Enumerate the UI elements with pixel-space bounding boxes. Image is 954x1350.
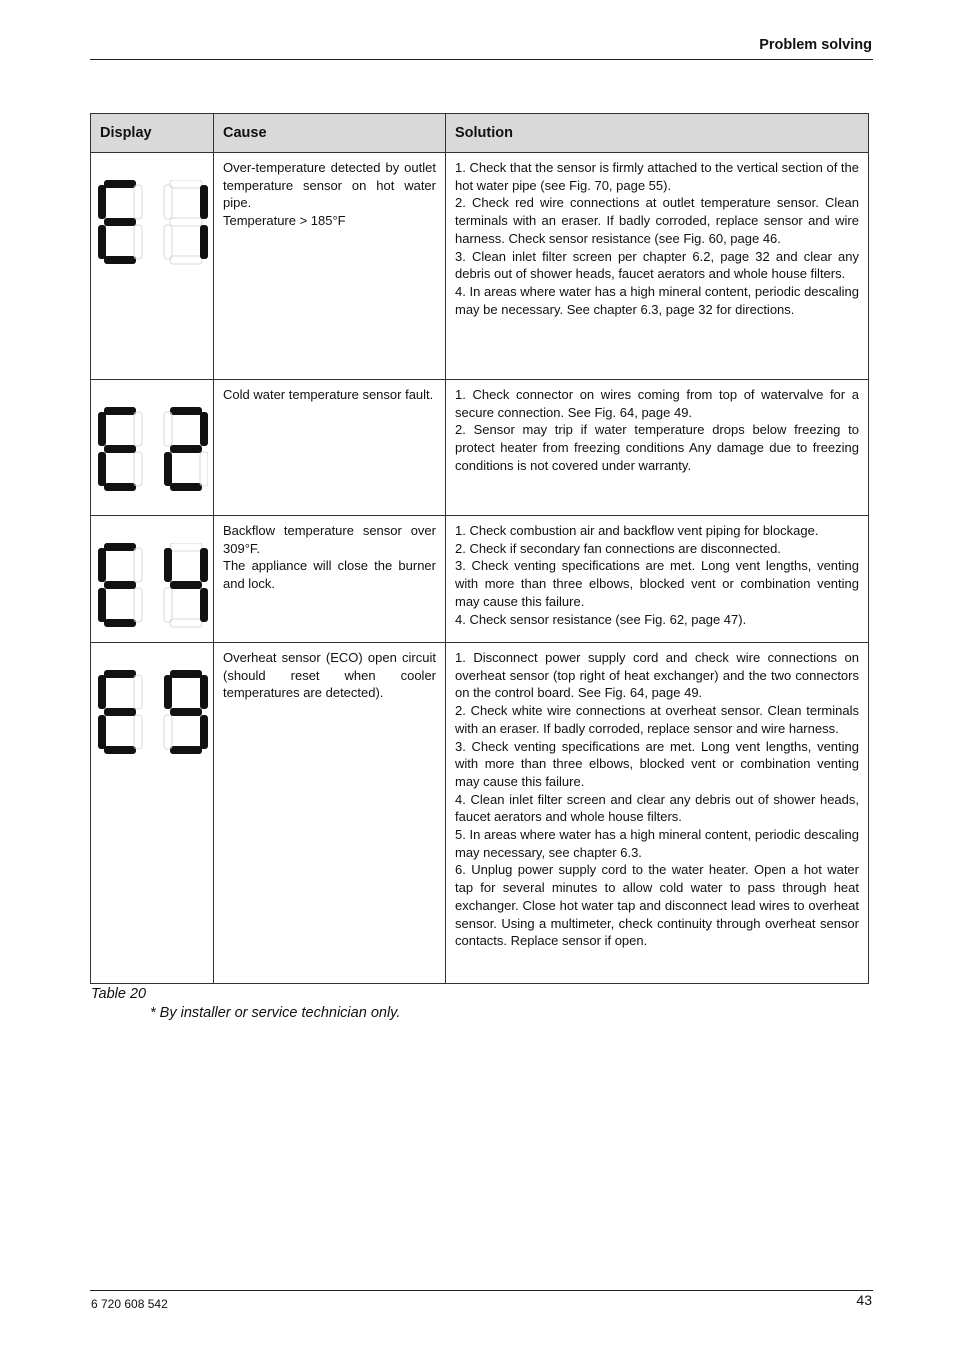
lcd-segment xyxy=(170,670,202,678)
lcd-segment xyxy=(200,185,208,219)
page-number: 43 xyxy=(856,1292,872,1308)
lcd-segment xyxy=(104,180,136,188)
solution-step: 1. Check combustion air and backflow vent piping for blockage. xyxy=(455,523,819,538)
lcd-segment xyxy=(104,543,136,551)
lcd-segment xyxy=(104,670,136,678)
solution-step: 5. In areas where water has a high mineral content, periodic descaling may necessary, see chapter 6.3. xyxy=(455,827,859,860)
lcd-segment xyxy=(164,452,172,486)
table-row xyxy=(91,153,869,380)
lcd-segment xyxy=(200,715,208,749)
cause-cell: Cold water temperature sensor fault. xyxy=(214,380,446,516)
solution-step: 1. Disconnect power supply cord and check wire connections on overheat sensor (top right of heat exchanger) and the two connectors on the control board. See Fig. 64, page 49. xyxy=(455,650,859,701)
lcd-segment xyxy=(104,619,136,627)
lcd-segment xyxy=(98,715,106,749)
document-number: 6 720 608 542 xyxy=(91,1297,168,1311)
lcd-segment xyxy=(98,548,106,582)
table-caption: Table 20 xyxy=(91,986,147,1002)
solution-step: 2. Check red wire connections at outlet temperature sensor. Clean terminals with an eraser. If badly corroded, replace sensor and wire harness. Check sensor resistance (see Fig. 60, page 46. xyxy=(455,195,859,246)
lcd-segment xyxy=(200,588,208,622)
lcd-segment xyxy=(98,588,106,622)
column-header-solution: Solution xyxy=(446,114,869,153)
lcd-code-e9-icon xyxy=(96,670,208,756)
lcd-segment xyxy=(170,746,202,754)
solution-step: 1. Check that the sensor is firmly attached to the vertical section of the hot water pipe (see Fig. 70, page 55). xyxy=(455,160,859,193)
solution-step: 3. Check venting specifications are met. Long vent lengths, venting with more than three elbows, blocked vent or combination venting may cause this failure. xyxy=(455,738,859,789)
table-header-row xyxy=(91,114,869,153)
display-cell xyxy=(91,380,214,516)
lcd-segment xyxy=(104,445,136,453)
lcd-segment xyxy=(134,185,142,219)
lcd-segment xyxy=(104,581,136,589)
lcd-segment xyxy=(134,675,142,709)
lcd-segment xyxy=(104,256,136,264)
solution-cell xyxy=(446,380,869,516)
column-header-display: Display xyxy=(91,114,214,153)
lcd-segment xyxy=(164,715,172,749)
lcd-segment xyxy=(104,483,136,491)
lcd-segment xyxy=(170,180,202,188)
lcd-segment xyxy=(164,675,172,709)
display-cell xyxy=(91,153,214,380)
lcd-segment xyxy=(200,675,208,709)
table-footnote: * By installer or service technician only. xyxy=(150,1005,401,1021)
lcd-segment xyxy=(98,412,106,446)
cause-cell: Backflow temperature sensor over 309°F. The appliance will close the burner and lock. xyxy=(214,516,446,643)
lcd-segment xyxy=(164,412,172,446)
lcd-segment xyxy=(134,548,142,582)
lcd-segment xyxy=(134,452,142,486)
lcd-segment xyxy=(164,548,172,582)
lcd-code-e1-icon xyxy=(96,180,208,266)
header-divider xyxy=(90,59,873,60)
cause-cell: Overheat sensor (ECO) open circuit (should reset when cooler temperatures are detected). xyxy=(214,643,446,984)
lcd-segment xyxy=(104,218,136,226)
lcd-segment xyxy=(200,548,208,582)
lcd-segment xyxy=(98,452,106,486)
solution-step: 2. Sensor may trip if water temperature drops below freezing to protect heater from freezing conditions Any damage due to freezing conditions is not covered under warranty. xyxy=(455,422,859,473)
lcd-segment xyxy=(170,407,202,415)
lcd-segment xyxy=(134,225,142,259)
lcd-segment xyxy=(104,708,136,716)
table-row xyxy=(91,380,869,516)
lcd-code-e4-icon xyxy=(96,543,208,629)
lcd-segment xyxy=(164,588,172,622)
lcd-segment xyxy=(164,185,172,219)
lcd-segment xyxy=(170,708,202,716)
solution-step: 1. Check connector on wires coming from top of watervalve for a secure connection. See Fig. 64, page 49. xyxy=(455,387,859,420)
lcd-segment xyxy=(170,256,202,264)
troubleshooting-table xyxy=(90,113,869,984)
solution-step: 2. Check if secondary fan connections are disconnected. xyxy=(455,540,781,556)
solution-step: 2. Check white wire connections at overheat sensor. Clean terminals with an eraser. If badly corroded, replace sensor and wire harness. xyxy=(455,703,859,736)
display-cell xyxy=(91,516,214,643)
solution-step: 4. Check sensor resistance (see Fig. 62, page 47). xyxy=(455,611,747,627)
lcd-segment xyxy=(134,588,142,622)
lcd-segment xyxy=(134,412,142,446)
lcd-segment xyxy=(170,619,202,627)
lcd-segment xyxy=(170,483,202,491)
cause-cell: Over-temperature detected by outlet temperature sensor on hot water pipe. Temperature > 185°F xyxy=(214,153,446,380)
lcd-segment xyxy=(164,225,172,259)
lcd-segment xyxy=(200,452,208,486)
lcd-segment xyxy=(104,746,136,754)
table-row xyxy=(91,643,869,984)
solution-cell xyxy=(446,516,869,643)
lcd-segment xyxy=(104,407,136,415)
solution-step: 3. Check venting specifications are met. Long vent lengths, venting with more than three elbows, blocked vent or combination venting may cause this failure. xyxy=(455,558,859,609)
table-row xyxy=(91,516,869,643)
solution-cell xyxy=(446,643,869,984)
lcd-segment xyxy=(170,218,202,226)
page-header-title: Problem solving xyxy=(759,37,872,53)
lcd-segment xyxy=(170,445,202,453)
solution-step: 4. Clean inlet filter screen and clear any debris out of shower heads, faucet aerators and whole house filters. xyxy=(455,791,859,825)
lcd-segment xyxy=(98,185,106,219)
lcd-segment xyxy=(98,225,106,259)
display-cell xyxy=(91,643,214,984)
column-header-cause: Cause xyxy=(214,114,446,153)
solution-step: 3. Clean inlet filter screen per chapter 6.2, page 32 and clear any debris out of shower heads, faucet aerators and whole house filters. xyxy=(455,248,859,282)
lcd-code-e2-icon xyxy=(96,407,208,493)
lcd-segment xyxy=(170,543,202,551)
lcd-segment xyxy=(98,675,106,709)
solution-step: 6. Unplug power supply cord to the water heater. Open a hot water tap for several minutes to allow cold water to pass through heat exchanger. Close hot water tap and disconnect lead wires to overheat sensor. Using a multimeter, check continuity through overheat sensor contacts. Replace sensor if open. xyxy=(455,862,859,949)
solution-step: 4. In areas where water has a high mineral content, periodic descaling may be necessary. See chapter 6.3, page 32 for directions. xyxy=(455,283,859,317)
solution-cell xyxy=(446,153,869,380)
lcd-segment xyxy=(134,715,142,749)
lcd-segment xyxy=(170,581,202,589)
footer-divider xyxy=(90,1290,873,1291)
lcd-segment xyxy=(200,225,208,259)
lcd-segment xyxy=(200,412,208,446)
